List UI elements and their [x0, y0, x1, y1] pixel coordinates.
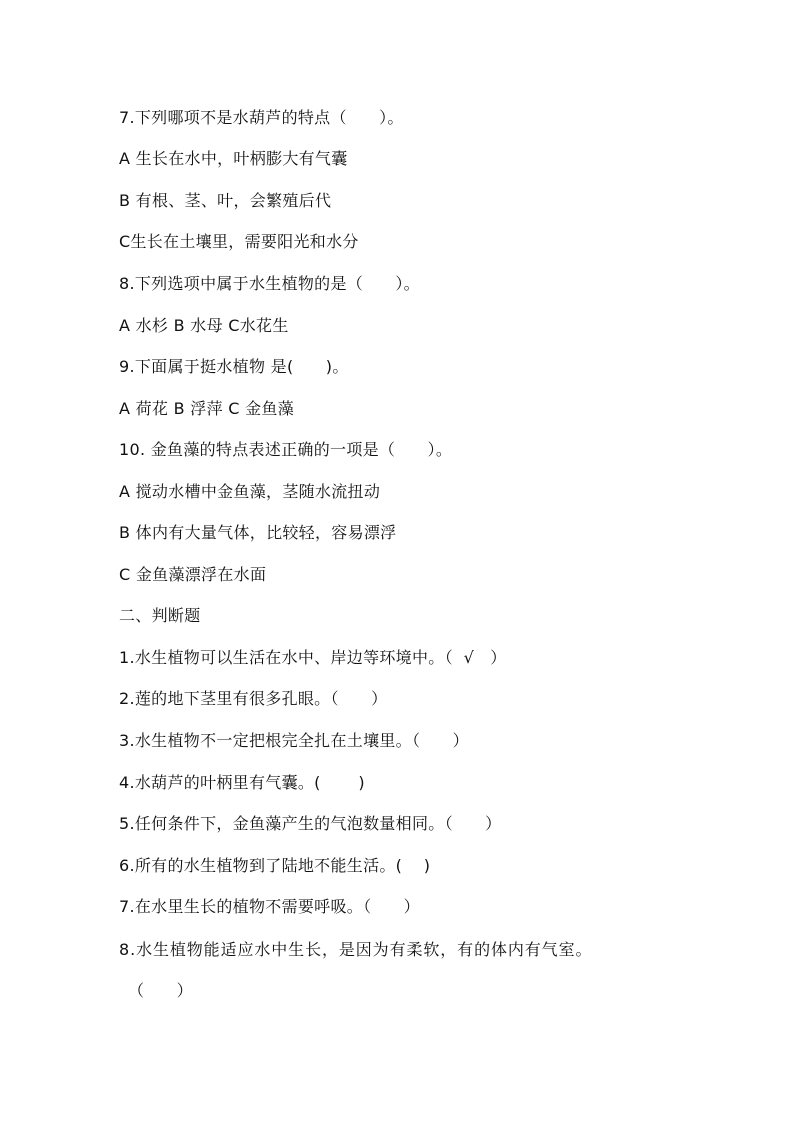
question-10-stem: 10. 金鱼藻的特点表述正确的一项是（ ）。 [119, 440, 453, 459]
question-10-option-c: C 金鱼藻漂浮在水面 [119, 565, 267, 584]
question-7-stem: 7.下列哪项不是水葫芦的特点（ ）。 [119, 108, 404, 127]
question-8-stem: 8.下列选项中属于水生植物的是（ ）。 [119, 274, 420, 293]
judge-item-4: 4.水葫芦的叶柄里有气囊。( ) [119, 773, 365, 792]
judge-item-1: 1.水生植物可以生活在水中、岸边等环境中。（ √ ） [119, 648, 507, 667]
judge-item-5: 5.任何条件下，金鱼藻产生的气泡数量相同。（ ） [119, 814, 502, 833]
question-7-option-c: C生长在土壤里，需要阳光和水分 [119, 232, 359, 251]
judge-item-2: 2.莲的地下茎里有很多孔眼。（ ） [119, 689, 388, 708]
judge-item-7: 7.在水里生长的植物不需要呼吸。（ ） [119, 897, 420, 916]
question-7-option-a: A 生长在水中，叶柄膨大有气囊 [119, 149, 348, 168]
question-8-options: A 水杉 B 水母 C水花生 [119, 316, 289, 335]
judge-item-8: 8.水生植物能适应水中生长，是因为有柔软，有的体内有气室。 [119, 940, 593, 959]
question-7-option-b: B 有根、茎、叶，会繁殖后代 [119, 191, 332, 210]
judge-item-6: 6.所有的水生植物到了陆地不能生活。( ) [119, 856, 431, 875]
question-10-option-a: A 搅动水槽中金鱼藻，茎随水流扭动 [119, 482, 381, 501]
judge-item-8-answer-paren: （ ） [128, 981, 193, 1000]
question-10-option-b: B 体内有大量气体，比较轻，容易漂浮 [119, 523, 397, 542]
judge-item-3: 3.水生植物不一定把根完全扎在土壤里。（ ） [119, 731, 469, 750]
question-9-stem: 9.下面属于挺水植物 是( )。 [119, 357, 349, 376]
question-9-options: A 荷花 B 浮萍 C 金鱼藻 [119, 399, 295, 418]
section-heading-judge: 二、判断题 [119, 606, 201, 625]
